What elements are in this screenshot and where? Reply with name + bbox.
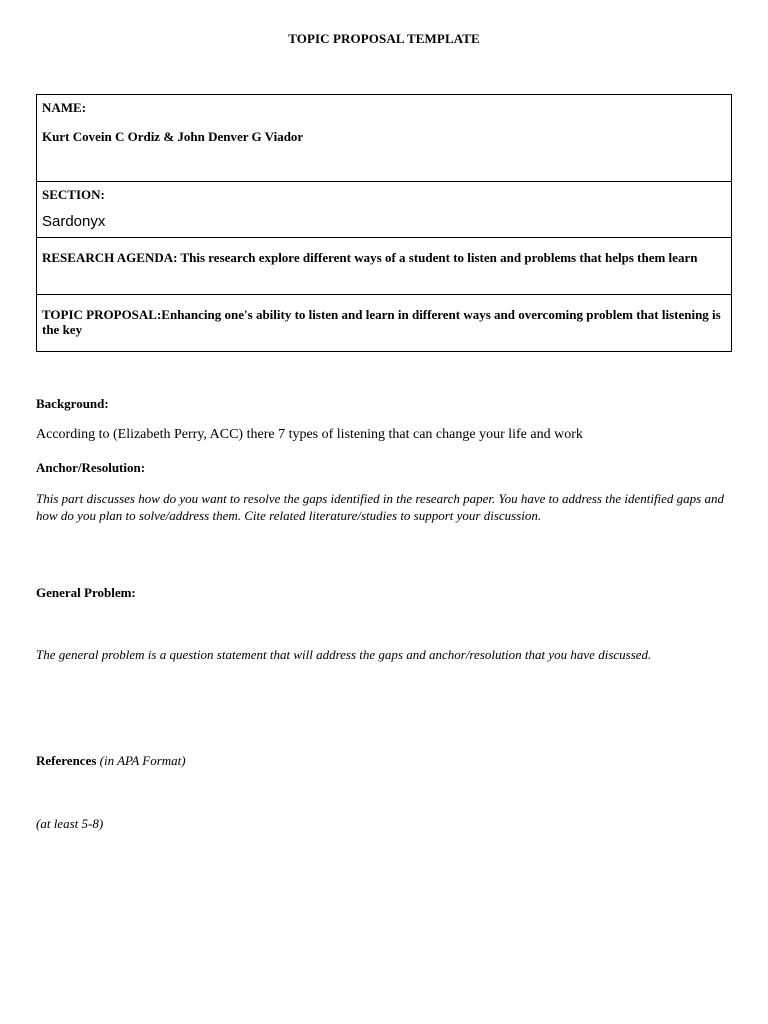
section-cell: [37, 182, 732, 238]
page-title: TOPIC PROPOSAL TEMPLATE: [288, 31, 480, 46]
general-problem-heading: General Problem:: [36, 585, 136, 600]
topic-proposal-text: TOPIC PROPOSAL:Enhancing one's ability to listen and learn in different ways and overcoming problem that listening is the key: [42, 307, 721, 337]
background-heading: Background:: [36, 396, 109, 411]
anchor-resolution-text: This part discusses how do you want to resolve the gaps identified in the research paper. You have to address the identified gaps and how do you plan to solve/address them. Cite related literature/studies to support your discussion.: [36, 491, 724, 523]
name-label: NAME:: [42, 100, 87, 115]
research-agenda-cell: [37, 238, 732, 295]
background-text: According to (Elizabeth Perry, ACC) there 7 types of listening that can change your life and work: [36, 427, 583, 442]
name-value: Kurt Covein C Ordiz & John Denver G Viador: [42, 129, 304, 144]
references-line: [36, 753, 732, 769]
general-problem-text: The general problem is a question statement that will address the gaps and anchor/resolution that you have discussed.: [36, 647, 652, 662]
anchor-resolution-heading: Anchor/Resolution:: [36, 460, 146, 475]
topic-proposal-cell: [37, 295, 732, 352]
research-agenda-text: RESEARCH AGENDA: This research explore different ways of a student to listen and problems that helps them learn: [42, 250, 698, 265]
references-heading: References: [36, 753, 97, 768]
section-value: Sardonyx: [42, 213, 106, 230]
name-cell: [37, 95, 732, 182]
references-count-note: (at least 5-8): [36, 816, 104, 831]
references-format-note: (in APA Format): [99, 753, 186, 768]
section-label: SECTION:: [42, 187, 105, 202]
info-table: [36, 94, 732, 352]
